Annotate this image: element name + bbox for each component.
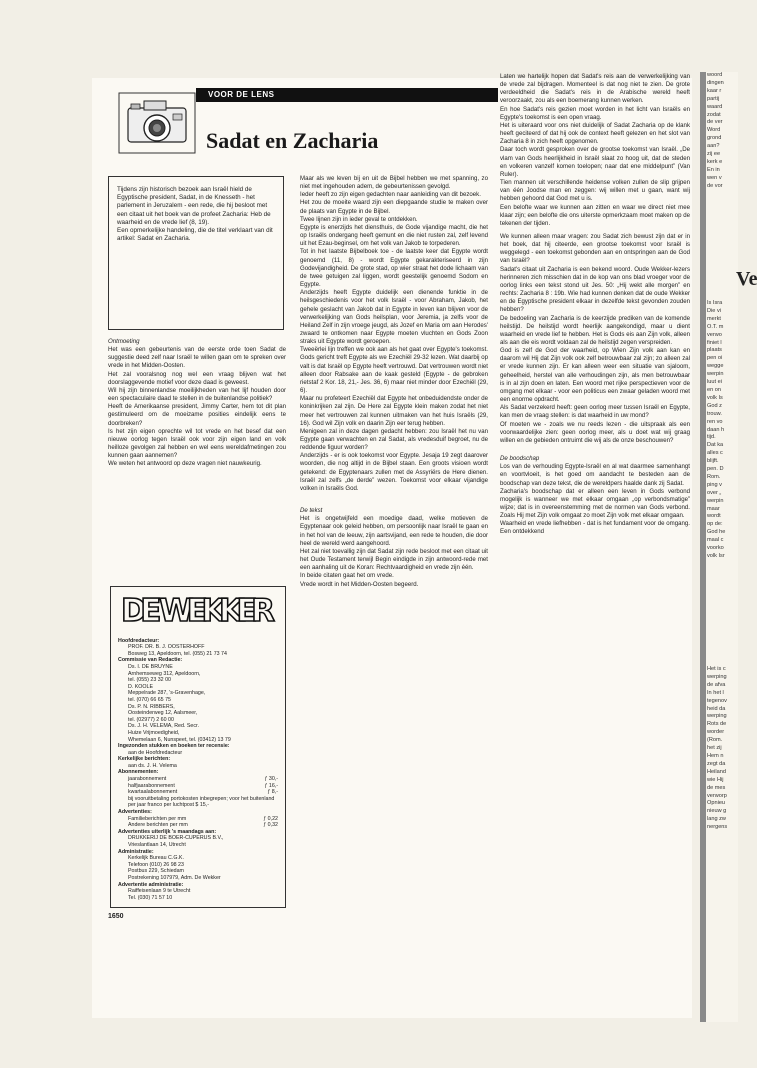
paragraph: Ieder heeft zo zijn eigen gedachten naar aanleiding van dit bezoek.	[300, 191, 481, 199]
paragraph: Het is uiteraard voor ons niet duidelijk of Sadat Zacharia op de klank heeft geciteerd of dat hij ook de context heeft gelezen en het slot van Zacharia 8 in zich heeft opgenomen.	[500, 121, 690, 146]
colophon-line: Raiffeisenlaan 9 te Utrecht	[128, 888, 191, 895]
paragraph: Sadat's citaat uit Zacharia is een bekend woord. Oude Wekker-lezers herinneren zich misschien dat in de kop van ons blad vroeger voor de oorlog links een tekst stond uit Jes. 50: „Hij wekt alle morgen” en rechts: Zacharia 8 : 19b. Wie had kunnen denken dat de oude Wekker en de Egyptische president elkaar in dezelfde tekst gevonden zouden hebben?	[500, 265, 690, 314]
colophon-line: Bosweg 13, Apeldoorn, tel. (055) 21 73 74	[128, 650, 227, 657]
paragraph: Egypte is enerzijds het diensthuis, de Gode vijandige macht, die het op Israëls ondergang heeft gemunt en die niet rusten zal, zelf levend uit het Ezau-beginsel, om het volk van Jakob te torpederen.	[300, 223, 488, 248]
colophon-line: Arnhemseweg 312, Apeldoorn,	[128, 670, 201, 677]
price-label: Andere berichten per mm	[128, 822, 188, 829]
next-page-text-mid: Is Isra Die vi merkt O.T. m verwo finiet l plaats pen oi wegge werpin luut ei en on volk Is God z trouw. ren vo daan h tijd. Dat ka alles c blijft. pen. D Rom. ping v over „ werpin maar wordt op de: God he maal c voorko volk Isr	[707, 300, 726, 559]
colophon-line: DRUKKERIJ DE BOER-CUPERUS B.V.,	[128, 835, 224, 842]
page-gutter-shadow	[700, 72, 706, 1022]
section-banner: VOOR DE LENS	[196, 88, 498, 102]
price-label: jaarabonnement	[128, 776, 167, 783]
colophon-line: Vrieslantlaan 14, Utrecht	[128, 842, 186, 848]
price-value: ƒ 16,-	[264, 782, 278, 789]
colophon-line: PROF. DR. B. J. OOSTERHOFF	[128, 644, 205, 651]
subheading: De tekst	[300, 507, 323, 515]
colophon-heading: Ingezonden stukken en boeken ter recensie:	[118, 743, 230, 750]
price-value: ƒ 0,22	[263, 815, 278, 822]
colophon-line: Oosteinderweg 12, Aalsmeer,	[128, 710, 198, 717]
price-label: kwartaalabonnement	[128, 789, 178, 796]
next-page-text-bottom: Het is c werping de afva In het l tegenov heid da werping Rots de worder (Rom. het zij Hem n zegt da Heiland wie Hij de mes verworp Opnieu nieuw g lang zw nergens	[707, 666, 728, 831]
paragraph: Daar toch wordt gesproken over de grootse toekomst van Israël. „De vlam van Gods heerlijkheid in Israël slaat zo hoog uit, dat de steden en volkeren vanzelf komen toelopen; naar dat ene middelpunt” (Van Ruler).	[500, 146, 690, 178]
paragraph: We kunnen alleen maar vragen: zou Sadat zich bewust zijn dat er in het boek, dat hij citeerde, een grootse toekomst voor Israël is weggelegd - een toekomst gebonden aan en ontspringen aan de God van Israël?	[500, 232, 690, 265]
column-1	[108, 338, 286, 469]
paragraph: Anderzijds heeft Egypte duidelijk een dienende funktie in de heilsgeschiedenis voor het volk Israël - voor Abraham, Jakob, het gehele geslacht van Jakob dat in Egypte in leven kan blijven voor de verwerkelijking van Gods heilsplan, voor Jeremia, ja zelfs voor de Heiland Zelf in zijn vroege jeugd, als Jozef en Maria om aan Herodes' zwaard te ontkomen naar Egypte moeten vluchten en Gods Zoon straks uit Egypte wordt geroepen.	[300, 289, 488, 346]
paragraph: Laten we hartelijk hopen dat Sadat's reis aan de verwerkelijking van de vrede zal bijdragen. Momenteel is dat nog niet te zien. De grote verdeeldheid die Sadat's reis in de Arabische wereld heeft veroorzaakt, zou als een boemerang kunnen werken.	[500, 73, 690, 105]
paragraph: Tweeërlei lijn treffen we ook aan als het gaat over Egypte's toekomst. Gods gericht treft Egypte als we Ezechiël 29-32 lezen. Wat daarbij op valt is dat Israël op Egypte heeft vertrouwd. Dat vertrouwen wordt niet alleen door Rabsake aan de kaak gesteld (Egypte - de gebroken rietstaf 2 Kor. 18, 21,- Jes. 36, 6) maar niet minder door Ezechiël (29, 6).	[300, 346, 488, 395]
column-3	[500, 73, 690, 537]
colophon-lines	[118, 638, 278, 776]
colophon-line: Meppelrade 287, 's-Gravenhage,	[128, 690, 206, 697]
paragraph: Als Sadat verzekerd heeft: geen oorlog meer tussen Israël en Egypte, kan men de vraag stellen: is dat waarheid in uw mond?	[500, 404, 690, 420]
lead-paragraph: Tijdens zijn historisch bezoek aan Israël hield de Egyptische president, Sadat, in de Knesseth - het parlement in Jeruzalem - een rede, die hij besloot met een citaat uit het boek van de profeet Zacharia: Heb de waarheid en de vrede lief (8, 19).	[117, 186, 271, 226]
colophon-line: Whemelaan 6, Nunspeet, tel. (03412) 13 79	[128, 736, 231, 743]
colophon-line: aan de Hoofdredacteur	[128, 749, 183, 756]
paragraph: Het zou de moeite waard zijn een diepgaande studie te maken over de plaats van Egypte in de Bijbel.	[300, 199, 488, 215]
colophon-line: aan ds. J. H. Velema	[128, 762, 177, 769]
paragraph: Heeft de Amerikaanse president, Jimmy Carter, hem tot dit plan gestimuleerd om de moeizame posities eindelijk eens te doorbreken?	[108, 403, 286, 427]
paragraph: Twee lijnen zijn in ieder geval te ontdekken.	[300, 215, 418, 223]
colophon-heading: Kerkelijke berichten:	[118, 756, 171, 763]
paragraph: God is zelf de God der waarheid, op Wien Zijn volk aan kan en daarom wil Hij dat Zijn volk ook zelf betrouwbaar zal zijn; zo alleen zal er vrede kunnen zijn. Er kan alleen weer een situatie van sjaloom, geheelheid, herstel van alle verhoudingen zijn, als men betrouwbaar is in al zijn doen en laten. Een woord met rijke perspectieven voor de omgang met elkaar - voor een politicus een zwaar geladen woord met een enorme opdracht.	[500, 347, 690, 404]
ad-prices	[118, 816, 278, 829]
camera-icon	[118, 92, 196, 154]
price-row	[118, 816, 278, 823]
price-row	[118, 789, 278, 796]
price-value: ƒ 30,-	[264, 776, 278, 783]
paragraph: Anderzijds - er is ook toekomst voor Egypte. Jesaja 19 zegt daarover woorden, die nog altijd in de Bijbel staan. Een groots visioen wordt getekend: de Egyptenaars zullen met de Assyriërs de Here dienen. Israël zal zelfs „de derde” wezen. Toekomst voor elkaar vijandige volken in Israëls God.	[300, 452, 488, 492]
ads-heading: Advertenties:	[118, 809, 152, 816]
colophon-heading: Hoofdredacteur:	[118, 637, 160, 644]
paragraph: Los van de verhouding Egypte-Israël en al wat daarmee samenhangt en voortvloeit, is het goed om aandacht te besteden aan de boodschap van deze tekst, die de wereldpers haalde dank zij Sadat.	[500, 463, 690, 487]
logo-text: DE WEKKER	[121, 593, 277, 629]
paragraph: Maar als we leven bij en uit de Bijbel hebben we met spanning, zo niet met ingehouden adem, de gebeurtenissen gevolgd.	[300, 175, 488, 191]
price-value: ƒ 0,32	[263, 822, 278, 829]
colophon-line: Ds. J. H. VELEMA, Red. Secr.	[128, 723, 199, 730]
colophon-line: Telefoon (010) 26 98 23	[128, 861, 184, 868]
foreign-note: bij vooruitbetaling portokosten inbegrepen; voor het buitenland per jaar franco per luchtpost $ 15,-	[128, 795, 275, 809]
lead-box	[108, 176, 284, 330]
page-number: 1650	[108, 913, 124, 920]
paragraph: Het is ongetwijfeld een moedige daad, welke motieven de Egyptenaar ook geleid hebben, om persoonlijk naar Israël te gaan en in het hol van de leeuw, zijn aartsvijand, een rede te houden, die door heel de wereld werd aangehoord.	[300, 515, 488, 547]
paragraph: Tien mannen uit verschillende heidense volken zullen de slip grijpen van één Joodse man en zeggen: wij willen met u gaan, want wij hebben gehoord dat God met u is.	[500, 179, 690, 203]
paragraph: Menigeen zal in deze dagen gedacht hebben: zou Israël het nu van Egypte gaan verwachten en zal Sadat, als vredesduif begroet, nu de reddende figuur worden?	[300, 427, 488, 452]
paragraph: Zacharia's boodschap dat er alleen een leven in Gods verbond mogelijk is wanneer we met elkaar omgaan „op verbondsmatige” wijze; dat is in overeenstemming met de normen van Gods verbond. Zoals Hij met Zijn volk omgaat zo moet Zijn volk met elkaar omgaan.	[500, 487, 690, 520]
colophon-line: Postbus 229, Schiedam	[128, 868, 184, 875]
subheading: Ontmoeting	[108, 338, 140, 345]
paragraph: We weten het antwoord op deze vragen niet nauwkeurig.	[108, 460, 262, 468]
price-row	[118, 783, 278, 790]
next-page-heading: Ve	[736, 268, 757, 290]
paragraph: De bedoeling van Zacharia is de keerzijde prediken van de komende heilstijd. De heilstijd wordt heerlijk aangekondigd, maar u dient waarheid en vrede lief te hebben. Het is Gods eis aan Zijn volk, alleen als aan die eis wordt voldaan zal de heilstijd zegen verspreiden.	[500, 314, 690, 346]
colophon-line: Postrekening 107979, Adm. De Wekker	[128, 874, 221, 881]
lead-paragraph: Een opmerkelijke handeling, die de titel verklaart van dit artikel: Sadat en Zacharia.	[117, 227, 273, 243]
colophon-heading: Commissie van Redactie:	[118, 657, 183, 664]
colophon-line: tel. (02977) 2 60 00	[128, 716, 174, 723]
subheading: De boodschap	[500, 455, 540, 463]
paragraph: In beide citaten gaat het om vrede.	[300, 572, 394, 580]
colophon-line: D. KOOLE	[128, 683, 154, 690]
paragraph: Het zal niet toevallig zijn dat Sadat zijn rede besloot met een citaat uit het Oude Testament terwijl Begin eindigde in zijn antwoord-rede met een aanhaling uit de Koran: Rechtvaardigheid en vrede zijn één.	[300, 547, 488, 572]
colophon-line: tel. (055) 23 32 00	[128, 677, 171, 684]
paragraph: Maar nu profeteert Ezechiël dat Egypte het onbeduidendste onder de koninkrijken zal zijn. De Here zal Egypte klein maken zodat het niet meer het vertrouwen zal kunnen uitmaken van het huis Israëls (29, 16). God wil Zijn volk en daarin Zijn eer terug hebben.	[300, 395, 488, 427]
price-row	[118, 776, 278, 783]
next-page-text-top: woord dingen kaar r partij waard zodat de ver Word grond aan? zij ee kerk e En in wen v de vor	[707, 72, 724, 189]
paragraph: Wil hij zijn binnenlandse moeilijkheden van het lijf houden door een spectaculaire daad te stellen in de buitenlandse politiek?	[108, 386, 286, 403]
colophon-lines-2	[118, 829, 278, 902]
article-title: Sadat en Zacharia	[206, 128, 379, 153]
paragraph: Of moeten we - zoals we nu reeds lezen - die uitspraak als een voorwaardelijke zien: geen oorlog meer, als u doet wat wij graag willen en de gebieden ontruimt die wij als de onze beschouwen?	[500, 420, 690, 444]
colophon-line: Ds. P. N. RIBBERS,	[128, 703, 175, 710]
paragraph: En hoe Sadat's reis gezien moet worden in het licht van Israëls en Egypte's toekomst is een open vraag.	[500, 105, 690, 121]
colophon-line: Kerkelijk Bureau C.G.K.	[128, 855, 184, 862]
colophon-heading: Advertentie administratie:	[118, 881, 184, 888]
subscription-prices	[118, 776, 278, 796]
paragraph: Waarheid en vrede liefhebben - dat is het fundament voor de omgang. Een ontdekkend	[500, 520, 690, 536]
paragraph: Vrede wordt in het Midden-Oosten begeerd.	[300, 580, 419, 588]
colophon-heading: Abonnementen:	[118, 769, 159, 776]
paragraph: Het was een gebeurtenis van de eerste orde toen Sadat de suggestie deed zelf naar Israël te willen gaan om te spreken over vrede in het Midden-Oosten.	[108, 346, 286, 370]
colophon-heading: Advertenties uiterlijk 's maandags aan:	[118, 828, 217, 835]
colophon-box	[110, 586, 286, 908]
column-2	[300, 175, 488, 589]
paragraph: Is het zijn eigen oprechte wil tot vrede en het besef dat een nieuwe oorlog tegen Israël ook voor zijn eigen land en volk heilloze gevolgen zal hebben en wel eens wereldafmetingen zou kunnen gaan aannemen?	[108, 427, 286, 460]
price-label: halfjaarabonnement	[128, 782, 175, 789]
paragraph: Een belofte waar we kunnen aan zitten en waar we direct niet mee klaar zijn; een belofte die ons uiterste opmerkzaam moet maken op de tekenen der tijden.	[500, 203, 690, 227]
paragraph: Het zal vooralsnog nog wel een vraag blijven wat het doorslaggevende motief voor deze daad is geweest.	[108, 370, 286, 386]
colophon-line: Tel. (030) 71 57 10	[128, 894, 173, 901]
colophon-line: Huize Vrijmoedigheid,	[128, 729, 180, 736]
paragraph: Tot in het laatste Bijbelboek toe - de laatste keer dat Egypte wordt genoemd (11, 8) - wordt Egypte gekarakteriseerd in zijn Godevijandigheid. De grote stad, op wier straat het dode lichaam van de twee getuigen zal liggen, wordt geestelijk genoemd Sodom en Egypte.	[300, 248, 488, 289]
colophon-heading: Administratie:	[118, 848, 154, 855]
colophon-line: Ds. I. DE BRUYNE	[128, 663, 173, 670]
price-label: Familieberichten per mm	[128, 815, 187, 822]
price-row	[118, 822, 278, 829]
price-value: ƒ 8,-	[267, 789, 278, 796]
de-wekker-logo	[118, 591, 280, 629]
colophon-line: tel. (070) 66 65 75	[128, 696, 171, 703]
